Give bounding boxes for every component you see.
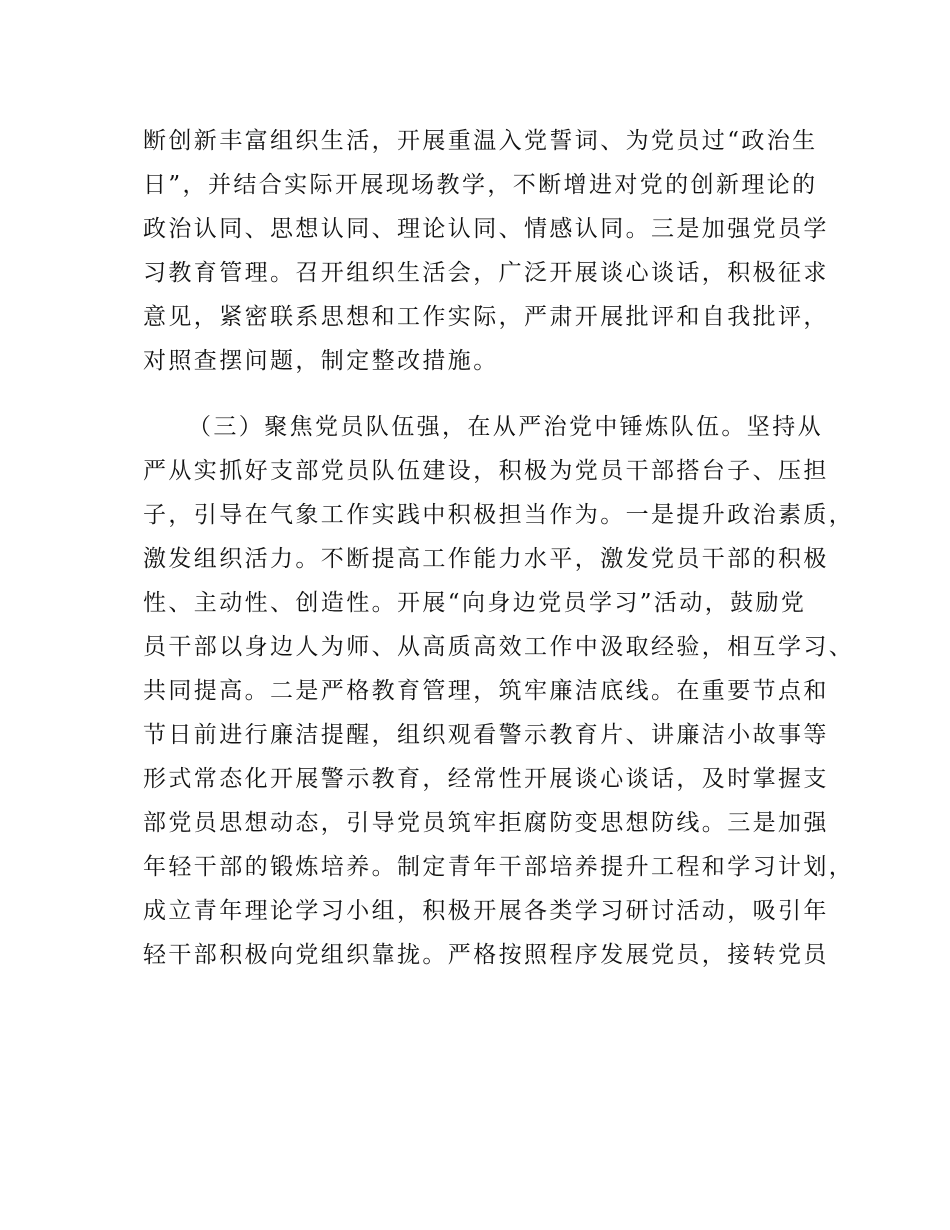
text-line: 习教育管理。召开组织生活会，广泛开展谈心谈话，积极征求: [143, 260, 829, 286]
text-line: 节日前进行廉洁提醒，组织观看警示教育片、讲廉洁小故事等: [143, 722, 829, 748]
text-line: 员干部以身边人为师、从高质高效工作中汲取经验，相互学习、: [143, 634, 855, 660]
text-line: 部党员思想动态，引导党员筑牢拒腐防变思想防线。三是加强: [143, 810, 829, 836]
text-line: 性、主动性、创造性。开展“向身边党员学习”活动，鼓励党: [143, 590, 807, 616]
text-line: 日”，并结合实际开展现场教学，不断增进对党的创新理论的: [143, 172, 818, 198]
text-line: 激发组织活力。不断提高工作能力水平，激发党员干部的积极: [143, 546, 829, 572]
text-line: 意见，紧密联系思想和工作实际，严肃开展批评和自我批评，: [143, 304, 829, 330]
text-line: 政治认同、思想认同、理论认同、情感认同。三是加强党员学: [143, 216, 829, 242]
text-line: 断创新丰富组织生活，开展重温入党誓词、为党员过“政治生: [143, 128, 818, 154]
text-line: 形式常态化开展警示教育，经常性开展谈心谈话，及时掌握支: [143, 766, 829, 792]
text-line: 轻干部积极向党组织靠拢。严格按照程序发展党员，接转党员: [143, 942, 829, 968]
text-line: 共同提高。二是严格教育管理，筑牢廉洁底线。在重要节点和: [143, 678, 829, 704]
text-line: 年轻干部的锻炼培养。制定青年干部培养提升工程和学习计划，: [143, 854, 855, 880]
text-line: 成立青年理论学习小组，积极开展各类学习研讨活动，吸引年: [143, 898, 829, 924]
text-line: 严从实抓好支部党员队伍建设，积极为党员干部搭台子、压担: [143, 458, 829, 484]
text-line: （三）聚焦党员队伍强，在从严治党中锤炼队伍。坚持从: [188, 414, 823, 440]
text-line: 对照查摆问题，制定整改措施。: [143, 348, 499, 374]
text-line: 子，引导在气象工作实践中积极担当作为。一是提升政治素质，: [143, 502, 855, 528]
